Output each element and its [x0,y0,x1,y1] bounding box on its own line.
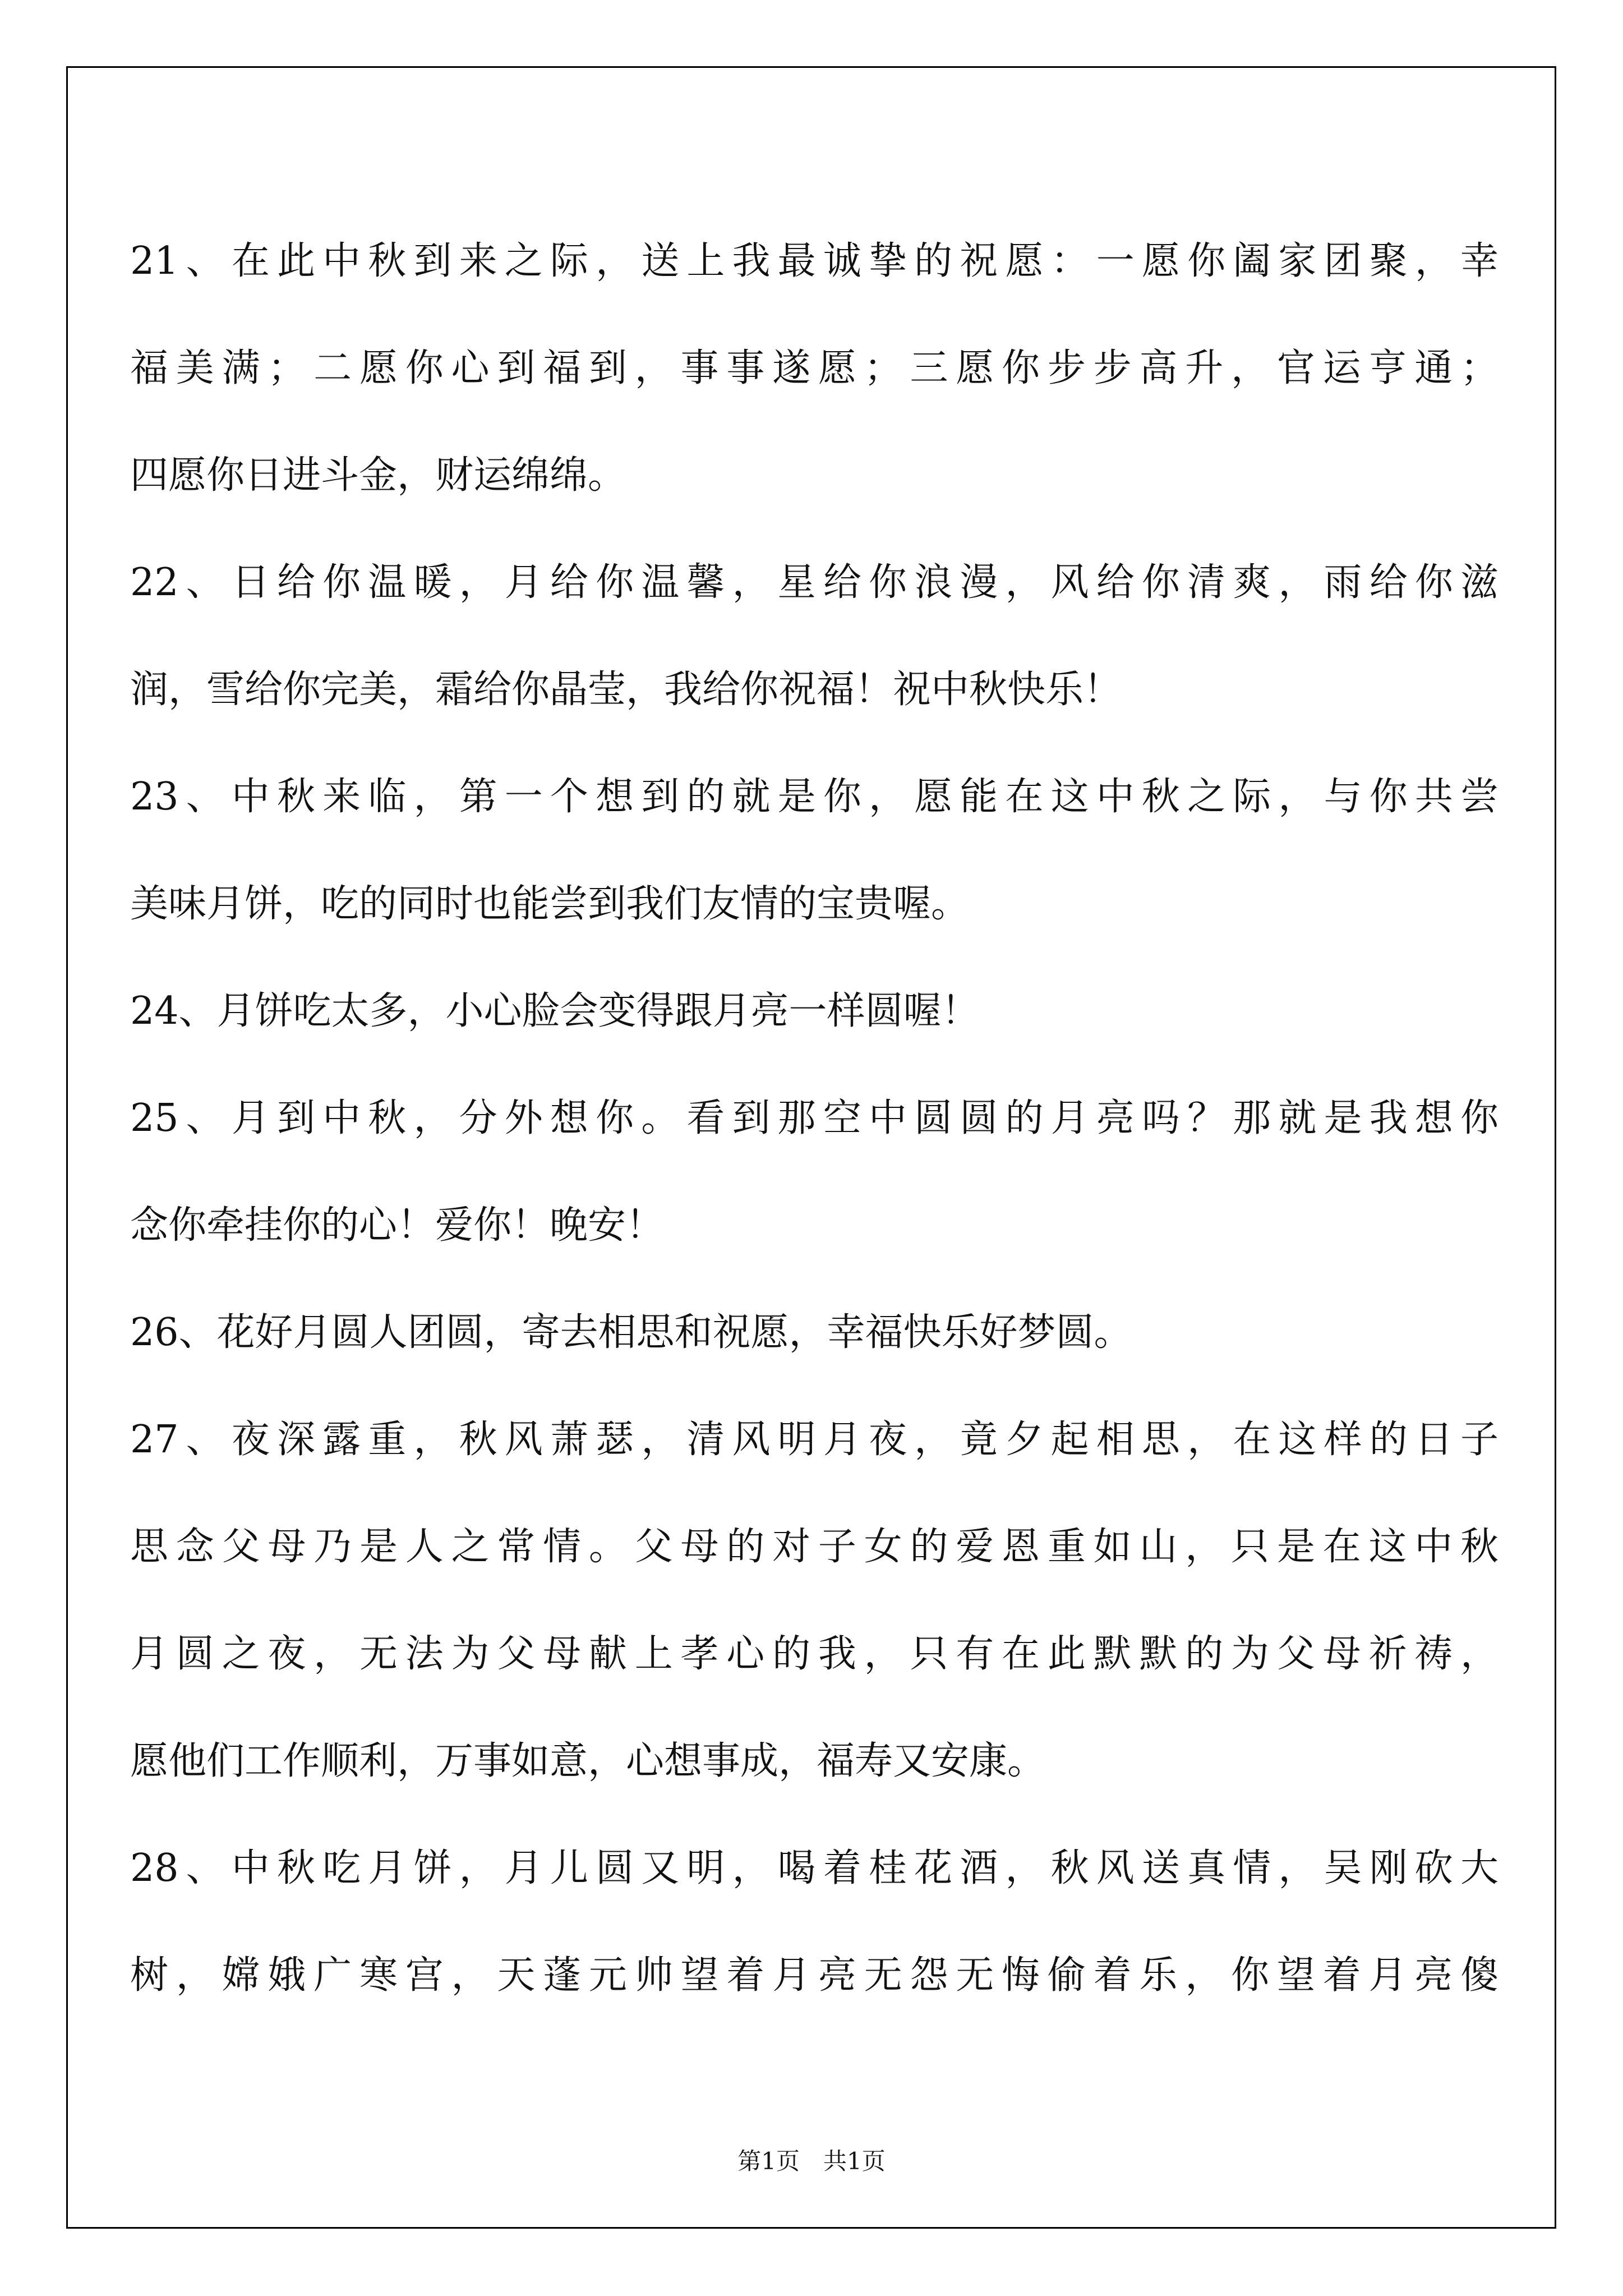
document-body [130,208,1498,2029]
text-line: 25、月到中秋，分外想你。看到那空中圆圆的月亮吗？那就是我想你 [130,1096,1498,1140]
text-line: 思念父母乃是人之常情。父母的对子女的爱恩重如山，只是在这中秋 [130,1525,1498,1569]
text-line: 26、花好月圆人团圆，寄去相思和祝愿，幸福快乐好梦圆。 [130,1310,1132,1355]
text-line: 福美满；二愿你心到福到，事事遂愿；三愿你步步高升，官运亨通； [130,346,1498,390]
text-line: 月圆之夜，无法为父母献上孝心的我，只有在此默默的为父母祈祷， [130,1632,1498,1676]
page-footer: 第1页 共1页 [737,2147,886,2175]
text-line: 21、在此中秋到来之际，送上我最诚挚的祝愿：一愿你阖家团聚，幸 [130,239,1498,283]
text-line: 27、夜深露重，秋风萧瑟，清风明月夜，竟夕起相思，在这样的日子 [130,1418,1498,1462]
text-line: 28、中秋吃月饼，月儿圆又明，喝着桂花酒，秋风送真情，吴刚砍大 [130,1846,1498,1890]
text-line: 愿他们工作顺利，万事如意，心想事成，福寿又安康。 [130,1739,1046,1783]
text-line: 美味月饼，吃的同时也能尝到我们友情的宝贵喔。 [130,882,970,926]
text-line: 四愿你日进斗金，财运绵绵。 [130,453,626,498]
text-line: 念你牵挂你的心！爱你！晚安！ [130,1203,665,1248]
text-line: 树，嫦娥广寒宫，天蓬元帅望着月亮无怨无悔偷着乐，你望着月亮傻 [130,1953,1498,1998]
text-line: 24、月饼吃太多，小心脸会变得跟月亮一样圆喔！ [130,989,980,1033]
text-line: 22、日给你温暖，月给你温馨，星给你浪漫，风给你清爽，雨给你滋 [130,560,1498,605]
text-line: 23、中秋来临，第一个想到的就是你，愿能在这中秋之际，与你共尝 [130,775,1498,819]
text-line: 润，雪给你完美，霜给你晶莹，我给你祝福！祝中秋快乐！ [130,668,1122,712]
